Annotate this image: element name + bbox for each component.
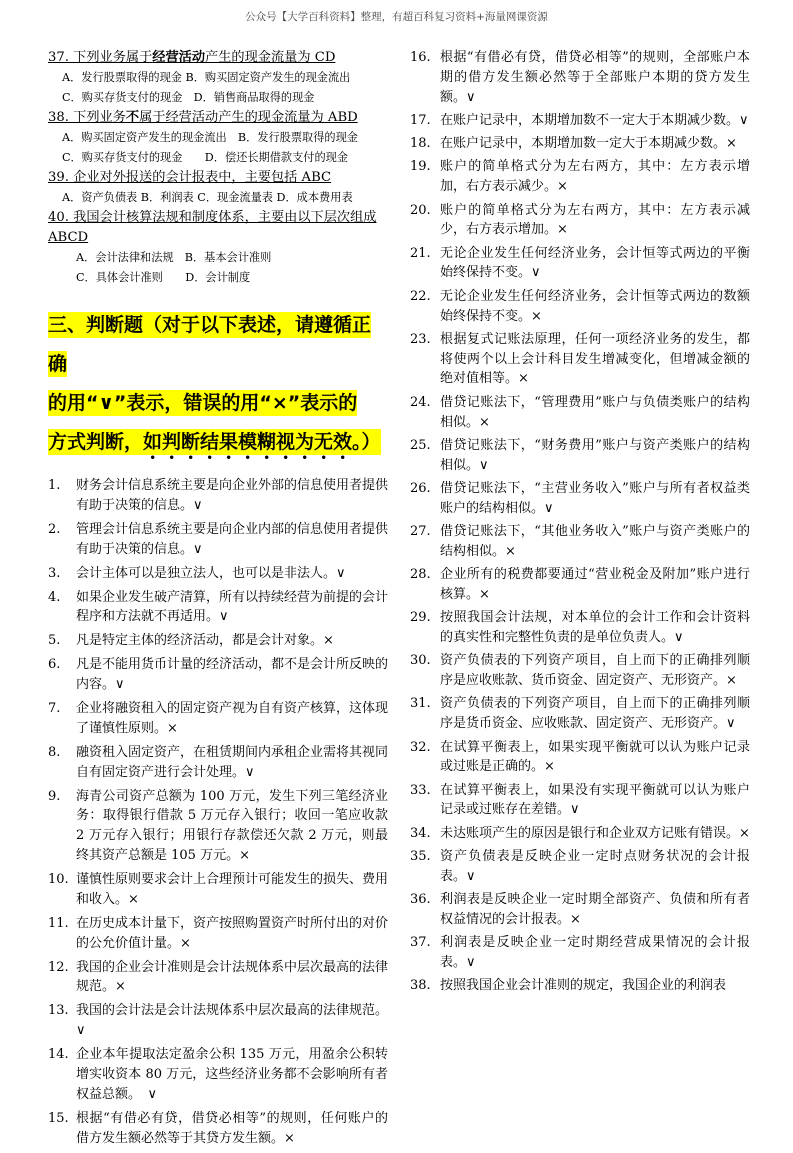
judgment-item — [48, 564, 388, 584]
item-number: 25. — [410, 437, 431, 453]
mcq-option-line: A．购买固定资产发生的现金流出 B．发行股票取得的现金 — [62, 131, 358, 144]
left-column — [48, 48, 388, 1153]
item-number: 13. — [48, 1003, 69, 1019]
item-text: 融资租入固定资产，在租赁期间内承租企业需将其视同自有固定资产进行会计处理。∨ — [76, 744, 389, 780]
item-text: 借贷记账法下，“管理费用”账户与负债类账户的结构相似。× — [440, 394, 750, 430]
item-number: 16. — [410, 50, 431, 65]
item-text: 账户的简单格式分为左右两方，其中：左方表示增加，右方表示减少。× — [440, 159, 750, 195]
judgment-item — [48, 631, 388, 651]
mcq-question-40: 40. 我国会计核算法规和制度体系，主要由以下层次组成 ABCD — [48, 210, 377, 245]
item-text: 企业将融资租入的固定资产视为自有资产核算，这体现了谨慎性原则。× — [76, 701, 389, 736]
item-text: 海青公司资产总额为 100 万元，发生下列三笔经济业务：取得银行借款 5 万元存入银行；收回一笔应收款 2 万元存入银行；用银行存款偿还欠款 2 万元，则最终其资产总额是 105 万元。× — [76, 788, 388, 864]
item-text: 财务会计信息系统主要是向企业外部的信息使用者提供有助于决策的信息。∨ — [76, 478, 389, 513]
item-number: 35. — [410, 848, 431, 864]
item-text: 根据“有借必有贷，借贷必相等”的规则，任何账户的借方发生额必然等于其贷方发生额。× — [76, 1110, 388, 1146]
judgment-item — [410, 824, 750, 844]
item-number: 37. — [410, 935, 431, 951]
item-number: 6. — [48, 657, 61, 673]
item-number: 12. — [48, 959, 69, 975]
judgment-item — [410, 651, 750, 691]
item-text: 管理会计信息系统主要是向企业内部的信息使用者提供有助于决策的信息。∨ — [76, 521, 389, 557]
section-heading-line-3: 方式判断，如判断结果模糊视为无效。） — [48, 431, 381, 453]
judgment-item — [410, 244, 750, 284]
judgment-item — [410, 781, 750, 821]
item-number: 18. — [410, 136, 431, 152]
judgment-item — [410, 890, 750, 930]
item-text: 无论企业发生任何经济业务，会计恒等式两边的数额始终保持不变。× — [440, 288, 750, 324]
item-text: 谨慎性原则要求会计上合理预计可能发生的损失、费用和收入。× — [76, 872, 389, 907]
judgment-list-right — [410, 48, 750, 996]
item-text: 利润表是反映企业一定时期全部资产、负债和所有者权益情况的会计报表。× — [440, 892, 750, 927]
item-text: 账户的简单格式分为左右两方，其中：左方表示减少，右方表示增加。× — [440, 202, 750, 238]
judgment-item — [410, 522, 750, 562]
judgment-item — [48, 476, 388, 516]
item-number: 21. — [410, 245, 431, 261]
item-number: 26. — [410, 480, 431, 496]
judgment-item — [410, 738, 750, 778]
judgment-item — [410, 201, 750, 241]
item-text: 资产负债表是反映企业一定时点财务状况的会计报表。∨ — [440, 848, 750, 884]
judgment-item — [410, 48, 750, 107]
section-heading-line-1: 三、判断题（对于以下表述，请遵循正确 — [48, 314, 372, 375]
judgment-item — [48, 520, 388, 560]
judgment-item — [48, 699, 388, 739]
mcq-option-line: A．会计法律和法规 B．基本会计准则 — [76, 251, 272, 264]
item-text: 会计主体可以是独立法人，也可以是非法人。∨ — [76, 565, 346, 581]
item-text: 借贷记账法下，“财务费用”账户与资产类账户的结构相似。∨ — [440, 437, 750, 473]
judgment-item — [410, 393, 750, 433]
page-header: 公众号【大学百科资料】整理，有超百科复习资料+海量网课资源 — [245, 11, 548, 23]
judgment-item — [410, 330, 750, 389]
item-text: 借贷记账法下，“其他业务收入”账户与资产类账户的结构相似。× — [440, 524, 750, 559]
mcq-option-line: A．发行股票取得的现金 B．购买固定资产发生的现金流出 — [62, 71, 351, 84]
item-text: 凡是不能用货币计量的经济活动，都不是会计所反映的内容。∨ — [76, 657, 389, 693]
item-number: 17. — [410, 112, 431, 128]
item-text: 我国的会计法是会计法规体系中层次最高的法律规范。∨ — [76, 1003, 389, 1039]
item-text: 按照我国会计法规，对本单位的会计工作和会计资料的真实性和完整性负责的是单位负责人。∨ — [440, 610, 750, 646]
judgment-item — [410, 847, 750, 887]
item-number: 8. — [48, 744, 61, 760]
item-text: 在账户记录中，本期增加数一定大于本期减少数。× — [440, 136, 737, 152]
item-text: 我国的企业会计准则是会计法规体系中层次最高的法律规范。× — [76, 959, 389, 995]
judgment-item — [410, 565, 750, 605]
judgment-item — [48, 1045, 388, 1104]
item-text: 在账户记录中，本期增加数不一定大于本期减少数。∨ — [440, 112, 749, 128]
item-number: 27. — [410, 524, 431, 540]
judgment-item — [410, 436, 750, 476]
item-text: 无论企业发生任何经济业务，会计恒等式两边的平衡始终保持不变。∨ — [440, 245, 750, 281]
item-number: 33. — [410, 782, 431, 798]
item-text: 借贷记账法下，“主营业务收入”账户与所有者权益类账户的结构相似。∨ — [440, 480, 750, 516]
mcq-question-37: 37. 下列业务属于经营活动产生的现金流量为 CD — [48, 50, 336, 65]
judgment-item — [48, 914, 388, 954]
item-number: 22. — [410, 288, 431, 304]
mcq-option-line: C．具体会计准则 D．会计制度 — [76, 271, 251, 284]
judgment-item — [48, 870, 388, 910]
item-number: 30. — [410, 653, 431, 669]
judgment-item — [410, 933, 750, 973]
item-number: 15. — [48, 1110, 69, 1126]
item-number: 28. — [410, 567, 431, 583]
item-text: 资产负债表的下列资产项目，自上而下的正确排列顺序是货币资金、应收账款、固定资产、无形资产。∨ — [440, 696, 750, 732]
item-number: 38. — [410, 978, 431, 994]
item-number: 1. — [48, 478, 61, 493]
judgment-list-left — [48, 476, 388, 1148]
item-text: 资产负债表的下列资产项目，自上而下的正确排列顺序是应收账款、货币资金、固定资产、无形资产。× — [440, 653, 750, 689]
item-number: 36. — [410, 892, 431, 908]
item-number: 7. — [48, 701, 61, 717]
judgment-item — [410, 157, 750, 197]
item-number: 5. — [48, 633, 61, 649]
judgment-item — [48, 1001, 388, 1041]
item-number: 4. — [48, 589, 61, 605]
item-text: 企业所有的税费都要通过“营业税金及附加”账户进行核算。× — [440, 567, 750, 602]
item-number: 3. — [48, 565, 61, 581]
item-number: 9. — [48, 788, 61, 804]
mcq-option-line: C．购买存货支付的现金 D．偿还长期借款支付的现金 — [62, 151, 349, 164]
mcq-question-38: 38. 下列业务不属于经营活动产生的现金流量为 ABD — [48, 110, 358, 125]
item-number: 2. — [48, 521, 61, 537]
item-number: 31. — [410, 696, 431, 712]
item-text: 凡是特定主体的经济活动，都是会计对象。× — [76, 633, 334, 649]
item-text: 在历史成本计量下，资产按照购置资产时所付出的对价的公允价值计量。× — [76, 915, 389, 951]
mcq-option-line: C．购买存货支付的现金 D．销售商品取得的现金 — [62, 91, 315, 104]
judgment-item — [410, 287, 750, 327]
judgment-item — [410, 976, 750, 996]
item-text: 如果企业发生破产清算，所有以持续经营为前提的会计程序和方法就不再适用。∨ — [76, 589, 389, 625]
item-text: 利润表是反映企业一定时期经营成果情况的会计报表。∨ — [440, 935, 750, 970]
item-text: 在试算平衡表上，如果实现平衡就可以认为账户记录或过账是正确的。× — [440, 739, 750, 775]
judgment-item — [410, 479, 750, 519]
section-heading-line-2: 的用“∨”表示，错误的用“×”表示的 — [48, 392, 358, 414]
item-number: 24. — [410, 394, 431, 410]
judgment-item — [410, 694, 750, 734]
item-text: 根据复式记账法原理，任何一项经济业务的发生，都将使两个以上会计科目发生增减变化，但增减金额的绝对值相等。× — [440, 331, 750, 387]
right-column — [410, 48, 750, 1000]
item-number: 10. — [48, 872, 69, 888]
item-text: 根据“有借必有贷，借贷必相等”的规则，全部账户本期的借方发生额必然等于全部账户本期的贷方发生额。∨ — [440, 50, 750, 105]
item-number: 11. — [48, 915, 69, 931]
item-number: 23. — [410, 331, 431, 347]
item-text: 按照我国企业会计准则的规定，我国企业的利润表 — [440, 978, 727, 994]
judgment-item — [410, 134, 750, 154]
item-number: 14. — [48, 1047, 69, 1063]
judgment-item — [48, 655, 388, 695]
item-text: 未达账项产生的原因是银行和企业双方记账有错误。× — [440, 825, 750, 841]
judgment-item — [48, 588, 388, 628]
item-number: 19. — [410, 159, 431, 175]
judgment-item — [48, 1109, 388, 1149]
mcq-option-line: A．资产负债表 B．利润表 C．现金流量表 D．成本费用表 — [62, 191, 353, 204]
item-number: 29. — [410, 610, 431, 626]
judgment-item — [410, 608, 750, 648]
mcq-question-39: 39. 企业对外报送的会计报表中，主要包括 ABC — [48, 170, 332, 185]
item-number: 32. — [410, 739, 431, 755]
item-number: 34. — [410, 825, 431, 841]
section-heading — [48, 306, 388, 464]
mcq-block — [48, 48, 388, 288]
item-text: 在试算平衡表上，如果没有实现平衡就可以认为账户记录或过账存在差错。∨ — [440, 782, 750, 818]
item-text: 企业本年提取法定盈余公积 135 万元，用盈余公积转增实收资本 80 万元，这些经济业务都不会影响所有者权益总额。 ∨ — [76, 1047, 388, 1102]
judgment-item — [48, 743, 388, 783]
judgment-item — [48, 958, 388, 998]
item-number: 20. — [410, 202, 431, 218]
judgment-item — [48, 787, 388, 866]
judgment-item — [410, 111, 750, 131]
